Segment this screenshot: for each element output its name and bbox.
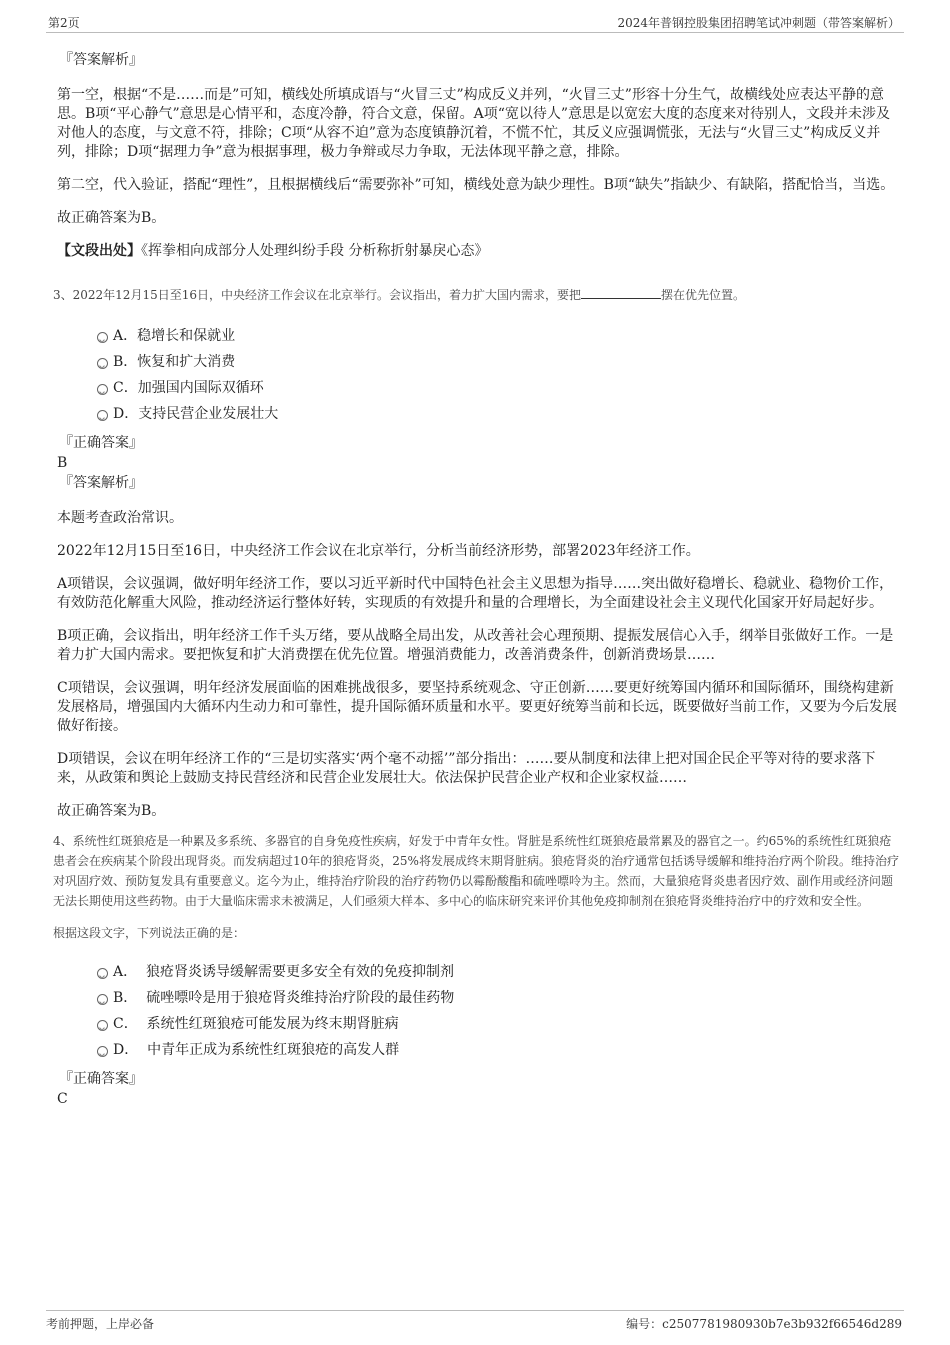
radio-icon[interactable] <box>97 358 108 369</box>
document-title: 2024年普钢控股集团招聘笔试冲刺题（带答案解析） <box>617 16 900 30</box>
q3-analysis-paragraph: A项错误，会议强调，做好明年经济工作，要以习近平新时代中国特色社会主义思想为指导……突出做好稳增长、稳就业、稳物价工作，有效防范化解重大风险，推动经济运行整体好转，实现质的有效提升和量的合理增长，为全面建设社会主义现代化国家开好局起好步。 <box>57 576 894 611</box>
radio-icon[interactable] <box>97 994 108 1005</box>
option-text: 硫唑嘌呤是用于狼疮肾炎维持治疗阶段的最佳药物 <box>146 990 455 1006</box>
q3-option-a[interactable] <box>55 323 900 349</box>
q3-analysis-paragraph: D项错误，会议在明年经济工作的“三是切实落实‘两个毫不动摇’”部分指出：……要从制度和法律上把对国企民企平等对待的要求落下来，从政策和舆论上鼓励支持民营经济和民营企业发展壮大。依法保护民营企业产权和企业家权益…… <box>57 751 876 786</box>
option-text: 中青年正成为系统性红斑狼疮的高发人群 <box>147 1042 400 1058</box>
q4-option-c[interactable] <box>55 1011 900 1037</box>
q4-stem: 4、系统性红斑狼疮是一种累及多系统、多器官的自身免疫性疾病，好发于中青年女性。肾脏是系统性红斑狼疮最常累及的器官之一。约65%的系统性红斑狼疮患者会在疾病某个阶段出现肾炎。而发病超过10年的狼疮肾炎，25%将发展成终末期肾脏病。狼疮肾炎的治疗通常包括诱导缓解和维持治疗两个阶段。维持治疗对巩固疗效、预防复发具有重要意义。迄今为止，维持治疗阶段的治疗药物仍以霉酚酸酯和硫唑嘌呤为主。然而，大量狼疮肾炎患者因疗效、副作用或经济问题无法长期使用这些药物。由于大量临床需求未被满足，人们亟须大样本、多中心的临床研究来评价其他免疫抑制剂在狼疮肾炎维持治疗中的疗效和安全性。 <box>53 834 899 908</box>
radio-icon[interactable] <box>97 410 108 421</box>
q3-analysis-paragraph: 本题考查政治常识。 <box>57 510 183 526</box>
q2-analysis-tag: 『答案解析』 <box>59 52 143 68</box>
option-text: 狼疮肾炎诱导缓解需要更多安全有效的免疫抑制剂 <box>146 964 455 980</box>
page-header <box>46 12 904 33</box>
page-number: 第2页 <box>48 16 80 30</box>
option-letter: A． <box>113 964 138 980</box>
q4-option-a[interactable] <box>55 959 900 985</box>
q2-source <box>57 242 900 261</box>
option-letter: C． <box>113 1016 138 1032</box>
q4-option-b[interactable] <box>55 985 900 1011</box>
radio-icon[interactable] <box>97 1046 108 1057</box>
q4-option-d[interactable] <box>55 1037 900 1063</box>
q3-analysis-conclusion: 故正确答案为B。 <box>57 803 166 819</box>
radio-icon[interactable] <box>97 968 108 979</box>
option-text: 支持民营企业发展壮大 <box>138 406 279 422</box>
option-letter: D． <box>113 406 139 422</box>
q3-answer: B <box>57 455 68 471</box>
option-letter: B． <box>113 990 138 1006</box>
q4-prompt: 根据这段文字，下列说法正确的是： <box>53 926 246 940</box>
document-id: 编号：c2507781980930b7e3b932f66546d289 <box>626 1317 902 1331</box>
q3-option-c[interactable] <box>55 375 900 401</box>
option-text: 恢复和扩大消费 <box>137 354 236 370</box>
source-label: 【文段出处】 <box>57 243 141 259</box>
q3-stem-before: 3、2022年12月15日至16日，中央经济工作会议在北京举行。会议指出，着力扩大国内需求，要把 <box>53 288 581 302</box>
radio-icon[interactable] <box>97 332 108 343</box>
source-text: 《挥拳相向成部分人处理纠纷手段 分析称折射暴戾心态》 <box>141 243 489 259</box>
q2-analysis-paragraph: 第二空，代入验证，搭配“理性”，且根据横线后“需要弥补”可知，横线处意为缺少理性。B项“缺失”指缺少、有缺陷，搭配恰当，当选。 <box>57 177 895 193</box>
q3-analysis-paragraph: C项错误，会议强调，明年经济发展面临的困难挑战很多，要坚持系统观念、守正创新……要更好统筹国内循环和国际循环，围绕构建新发展格局，增强国内大循环内生动力和可靠性，提升国际循环质量和水平。要更好统筹当前和长远，既要做好当前工作，又要为今后发展做好衔接。 <box>57 680 897 734</box>
q3-stem <box>53 285 900 305</box>
q3-answer-tag: 『正确答案』 <box>59 435 143 451</box>
q3-analysis-paragraph: 2022年12月15日至16日，中央经济工作会议在北京举行，分析当前经济形势，部署2023年经济工作。 <box>57 543 700 559</box>
q3-analysis-tag: 『答案解析』 <box>59 475 143 491</box>
q2-analysis-paragraph: 第一空，根据“不是……而是”可知，横线处所填成语与“火冒三丈”构成反义并列，“火冒三丈”形容十分生气，故横线处应表达平静的意思。B项“平心静气”意思是心情平和，态度冷静，符合文意，保留。A项“宽以待人”意思是以宽宏大度的态度来对待别人，文段并未涉及对他人的态度，与文意不符，排除；C项“从容不迫”意为态度镇静沉着，不慌不忙，其反义应强调慌张，无法与“火冒三丈”构成反义并列，排除；D项“据理力争”意为根据事理，极力争辩或尽力争取，无法体现平静之意，排除。 <box>57 87 891 160</box>
page-footer <box>46 1310 904 1333</box>
radio-icon[interactable] <box>97 1020 108 1031</box>
q3-stem-after: 摆在优先位置。 <box>661 288 746 302</box>
q3-analysis-paragraph: B项正确，会议指出，明年经济工作千头万绪，要从战略全局出发，从改善社会心理预期、提振发展信心入手，纲举目张做好工作。一是着力扩大国内需求。要把恢复和扩大消费摆在优先位置。增强消费能力，改善消费条件，创新消费场景…… <box>57 628 894 663</box>
page-content <box>55 46 900 1109</box>
q4-answer-tag: 『正确答案』 <box>59 1071 143 1087</box>
footer-slogan: 考前押题，上岸必备 <box>46 1317 155 1331</box>
option-text: 系统性红斑狼疮可能发展为终末期肾脏病 <box>146 1016 399 1032</box>
fill-blank <box>581 286 661 299</box>
option-letter: C． <box>113 380 138 396</box>
q3-option-b[interactable] <box>55 349 900 375</box>
option-letter: B． <box>113 354 138 370</box>
q3-option-d[interactable] <box>55 401 900 427</box>
radio-icon[interactable] <box>97 384 108 395</box>
q4-answer: C <box>57 1091 68 1107</box>
option-letter: D． <box>113 1042 139 1058</box>
option-letter: A． <box>113 328 138 344</box>
q2-analysis-conclusion: 故正确答案为B。 <box>57 210 166 226</box>
option-text: 加强国内国际双循环 <box>137 380 264 396</box>
option-text: 稳增长和保就业 <box>137 328 236 344</box>
